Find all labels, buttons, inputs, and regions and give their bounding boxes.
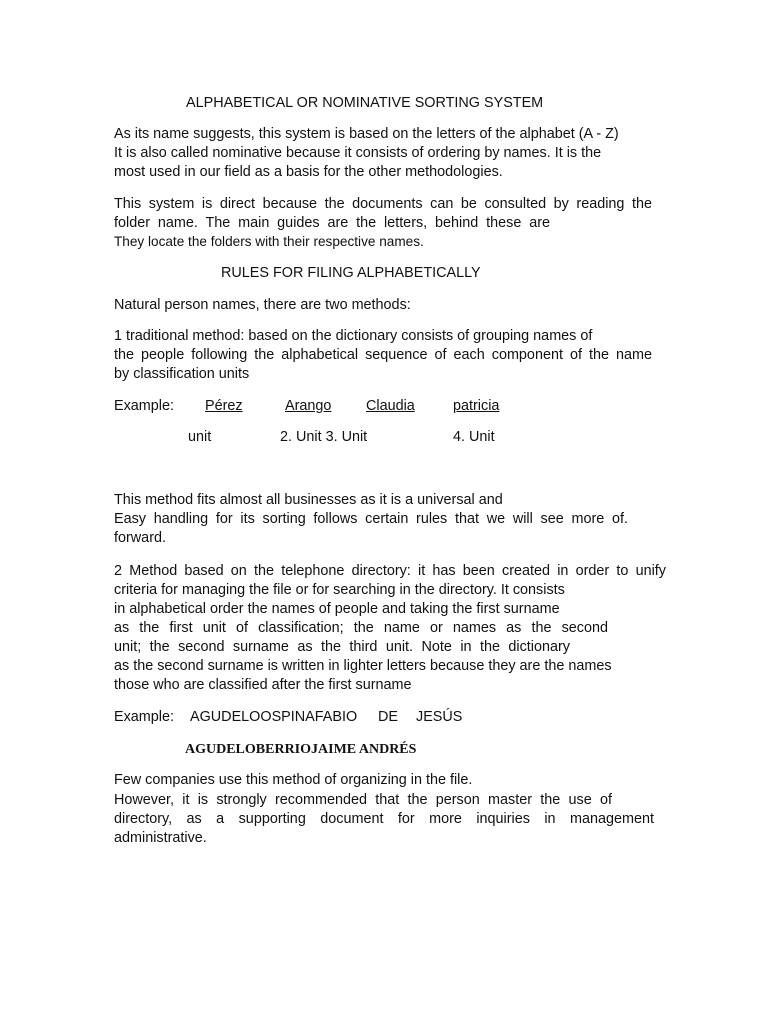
fits-line-1: This method fits almost all businesses as it is a universal and [114, 492, 503, 508]
example1-label: Example: [114, 398, 174, 414]
document-title: ALPHABETICAL OR NOMINATIVE SORTING SYSTEM [186, 95, 544, 111]
method1-line-1: 1 traditional method: based on the dictionary consists of grouping names of [114, 328, 593, 344]
closing-line-1: Few companies use this method of organizing in the file. [114, 772, 473, 788]
example1-unit-1: unit [188, 429, 212, 445]
closing-line-3: directory, as a supporting document for more inquiries in management [114, 811, 654, 827]
method2-line-6: as the second surname is written in lighter letters because they are the names [114, 658, 612, 674]
example1-word-4: patricia [453, 398, 500, 414]
example2-name-1: AGUDELOOSPINAFABIO [190, 709, 358, 725]
example1-unit-2-3: 2. Unit 3. Unit [280, 429, 368, 445]
example1-word-1: Pérez [205, 398, 243, 414]
method1-line-2: the people following the alphabetical sequence of each component of the name [114, 347, 652, 363]
method2-line-7: those who are classified after the first surname [114, 677, 412, 693]
method2-line-3: in alphabetical order the names of people and taking the first surname [114, 601, 560, 617]
intro-line-2 [114, 144, 652, 163]
method2-line-2: criteria for managing the file or for searching in the directory. It consists [114, 582, 565, 598]
example2-name-1-de: DE [378, 709, 398, 725]
intro-line-3: most used in our field as a basis for the other methodologies. [114, 164, 503, 180]
fits-line-3: forward. [114, 530, 166, 546]
closing-line-4: administrative. [114, 830, 207, 846]
example2-name-2: AGUDELOBERRIOJAIME ANDRÉS [185, 742, 417, 757]
direct-line-1: This system is direct because the documents can be consulted by reading the [114, 196, 652, 212]
intro-line-2-text: It is also called nominative because it consists of ordering by names. It is the [114, 145, 602, 161]
fits-line-2: Easy handling for its sorting follows certain rules that we will see more of. [114, 511, 628, 527]
example2-name-1-jesus: JESÚS [416, 709, 463, 725]
direct-line-2: folder name. The main guides are the letters, behind these are [114, 215, 550, 231]
rules-title: RULES FOR FILING ALPHABETICALLY [221, 265, 481, 281]
method2-line-1: 2 Method based on the telephone directory: it has been created in order to unify [114, 563, 666, 579]
method2-line-5: unit; the second surname as the third unit. Note in the dictionary [114, 639, 570, 655]
intro-line-1: As its name suggests, this system is based on the letters of the alphabet (A - Z) [114, 126, 619, 142]
method2-line-4: as the first unit of classification; the name or names as the second [114, 620, 608, 636]
example1-unit-4: 4. Unit [453, 429, 495, 445]
example1-word-3: Claudia [366, 398, 415, 414]
example1-word-2: Arango [285, 398, 332, 414]
closing-line-2: However, it is strongly recommended that the person master the use of [114, 792, 612, 808]
method1-line-3: by classification units [114, 366, 250, 382]
direct-line-3: They locate the folders with their respective names. [114, 234, 424, 249]
example2-label: Example: [114, 709, 174, 725]
natural-names-line: Natural person names, there are two methods: [114, 297, 411, 313]
